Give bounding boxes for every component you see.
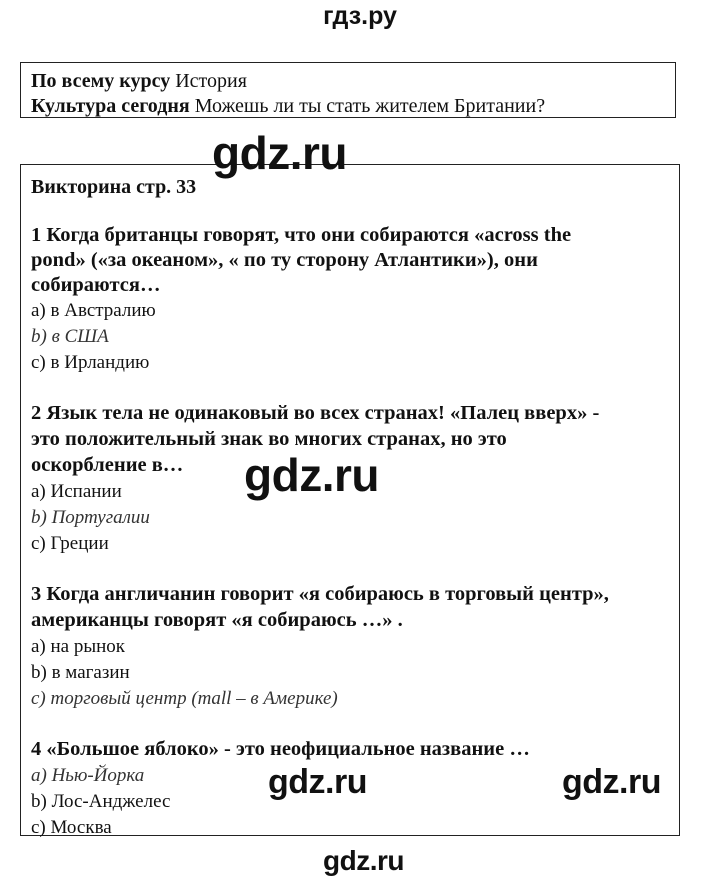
question-4-line-1: 4 «Большое яблоко» - это неофициальное название … — [31, 738, 530, 760]
question-4-option-b: b) Лос-Анджелес — [31, 791, 171, 812]
course-line — [31, 69, 665, 94]
course-label: По всему курсу — [31, 70, 171, 92]
question-3-option-b: b) в магазин — [31, 662, 130, 683]
course-value: История — [170, 70, 247, 92]
culture-value: Можешь ли ты стать жителем Британии? — [189, 95, 546, 117]
culture-line — [31, 94, 665, 119]
question-1-line-2: pond» («за океаном», « по ту сторону Атлантики»), они — [31, 249, 538, 271]
watermark: gdz.ru — [268, 763, 367, 801]
question-1-option-c: c) в Ирландию — [31, 352, 150, 373]
watermark: gdz.ru — [244, 449, 379, 501]
question-3-line-2: американцы говорят «я собираюсь …» . — [31, 609, 403, 631]
site-title: гдз.ру — [323, 2, 397, 30]
question-4-option-a: a) Нью-Йорка — [31, 765, 145, 786]
watermark: gdz.ru — [323, 845, 404, 876]
watermark: gdz.ru — [562, 763, 661, 801]
course-info-box — [20, 62, 676, 118]
question-2-option-b: b) Португалии — [31, 507, 150, 528]
question-2-line-2: это положительный знак во многих странах, но это — [31, 428, 507, 450]
question-1-line-1: 1 Когда британцы говорят, что они собираются «across the — [31, 224, 572, 246]
question-1-option-b: b) в США — [31, 326, 109, 347]
question-1-option-a: a) в Австралию — [31, 300, 156, 321]
question-3-option-c: c) торговый центр (mall – в Америке) — [31, 688, 338, 709]
culture-label: Культура сегодня — [31, 95, 190, 117]
question-2-option-a: a) Испании — [31, 481, 122, 502]
question-4-option-c: c) Москва — [31, 817, 112, 838]
question-1-line-3: собираются… — [31, 274, 161, 296]
question-3-line-1: 3 Когда англичанин говорит «я собираюсь в торговый центр», — [31, 583, 609, 605]
question-2-option-c: c) Греции — [31, 533, 109, 554]
question-2-line-3: оскорбление в… — [31, 454, 184, 476]
watermark: gdz.ru — [212, 127, 347, 179]
question-2-line-1: 2 Язык тела не одинаковый во всех странах! «Палец вверх» - — [31, 402, 600, 424]
quiz-title: Викторина стр. 33 — [31, 176, 197, 198]
question-3-option-a: a) на рынок — [31, 636, 126, 657]
